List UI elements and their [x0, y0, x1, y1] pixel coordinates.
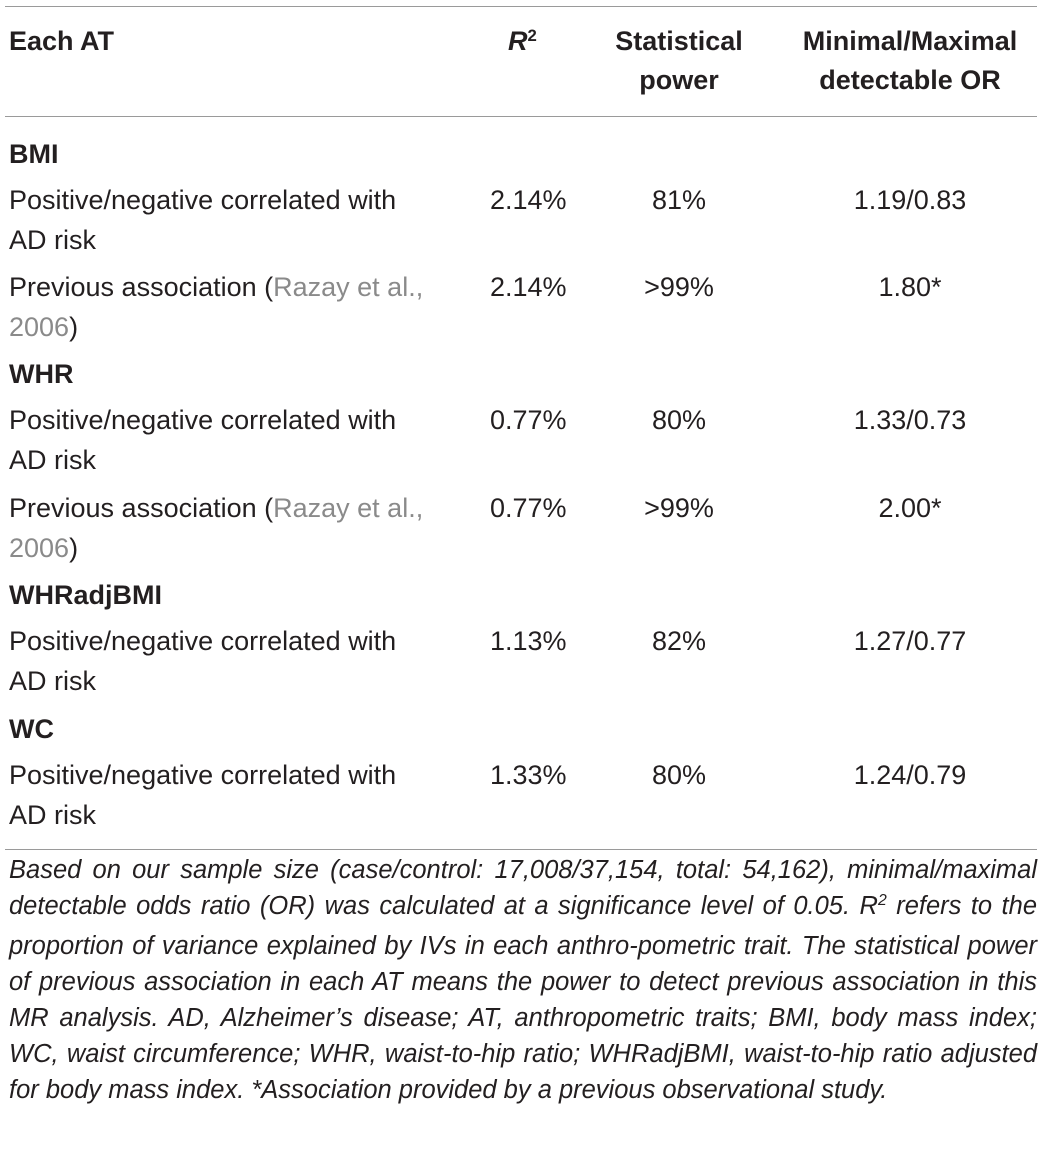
row-r2: 2.14%	[490, 272, 567, 302]
row-or: 1.24/0.79	[853, 760, 967, 790]
header-power-line1: Statistical	[615, 26, 743, 56]
header-bottom-rule	[5, 116, 1037, 117]
header-power-line2: power	[639, 65, 719, 95]
row-label: Positive/negative correlated with AD risk	[9, 185, 397, 255]
section-title-bmi: BMI	[9, 139, 59, 169]
header-r2-sup: 2	[527, 25, 537, 45]
row-or: 1.80*	[878, 272, 942, 302]
row-or: 1.33/0.73	[853, 405, 967, 435]
row-r2: 0.77%	[490, 405, 567, 435]
header-detectable-or	[784, 22, 1036, 100]
row-power: 82%	[651, 626, 707, 656]
section-title-whradjbmi: WHRadjBMI	[9, 580, 162, 610]
row-power: 80%	[651, 760, 707, 790]
header-r2	[508, 22, 537, 64]
row-or: 1.27/0.77	[853, 626, 967, 656]
row-r2: 1.13%	[490, 626, 567, 656]
section-title-wc: WC	[9, 714, 54, 744]
row-r2: 2.14%	[490, 185, 567, 215]
header-statistical-power	[600, 22, 758, 100]
header-each-at: Each AT	[9, 26, 115, 56]
row-label: Previous association (Razay et al., 2006)	[9, 272, 424, 342]
row-power: >99%	[644, 272, 714, 302]
row-label: Previous association (Razay et al., 2006)	[9, 493, 424, 563]
table-bottom-rule	[5, 849, 1037, 850]
row-or: 1.19/0.83	[853, 185, 967, 215]
header-or-line1: Minimal/Maximal	[802, 26, 1018, 56]
row-power: 80%	[651, 405, 707, 435]
row-r2: 0.77%	[490, 493, 567, 523]
header-r2-letter: R	[508, 26, 528, 56]
citation-link[interactable]: Razay et al.,	[273, 493, 424, 523]
table-top-rule	[5, 6, 1037, 7]
row-power: 81%	[651, 185, 707, 215]
section-title-whr: WHR	[9, 359, 74, 389]
row-or: 2.00*	[878, 493, 942, 523]
row-label: Positive/negative correlated with AD risk	[9, 405, 397, 475]
table-footnote: Based on our sample size (case/control: 17,008/37,154, total: 54,162), minimal/maximal detectable odds ratio (OR) was calculated at a significance level of 0.05. $R^2$ refers to the proportion of variance explained by IVs in each anthro-pometric trait. The statistical power of previous association in each AT means the power to detect previous association in this MR analysis. AD, Alzheimer’s disease; AT, anthropometric traits; BMI, body mass index; WC, waist circumference; WHR, waist-to-hip ratio; WHRadjBMI, waist-to-hip ratio adjusted for body mass index. *Association provided by a previous observational study.	[9, 856, 1038, 1104]
citation-link[interactable]: 2006	[9, 312, 70, 342]
header-or-line2: detectable OR	[819, 65, 1001, 95]
row-label: Positive/negative correlated with AD risk	[9, 626, 397, 696]
citation-link[interactable]: 2006	[9, 533, 70, 563]
row-power: >99%	[644, 493, 714, 523]
row-r2: 1.33%	[490, 760, 567, 790]
row-label: Positive/negative correlated with AD risk	[9, 760, 397, 830]
citation-link[interactable]: Razay et al.,	[273, 272, 424, 302]
